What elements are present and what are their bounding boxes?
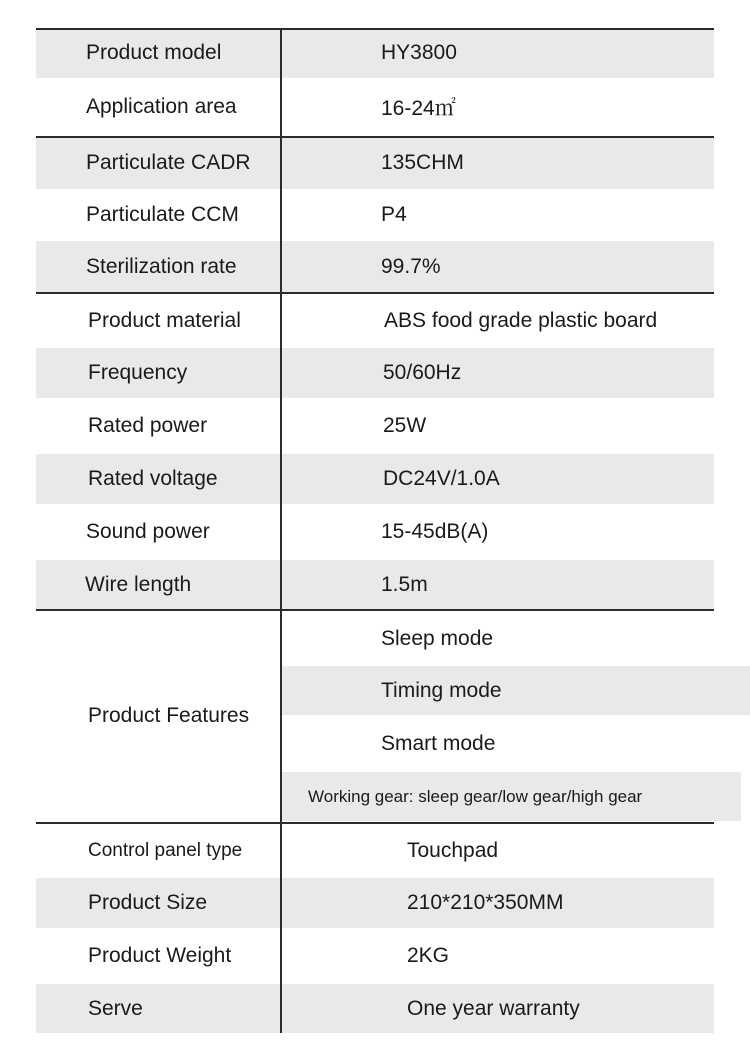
spec-label: Control panel type bbox=[88, 840, 243, 861]
table-row bbox=[36, 241, 714, 292]
spec-value: 135CHM bbox=[381, 151, 464, 174]
table-row bbox=[36, 504, 714, 560]
spec-label: Sterilization rate bbox=[86, 254, 237, 278]
spec-label: Product Weight bbox=[88, 944, 232, 967]
spec-label: Product model bbox=[86, 41, 222, 64]
spec-label: Rated power bbox=[88, 414, 208, 437]
table-row bbox=[36, 454, 714, 504]
spec-label: Application area bbox=[86, 95, 237, 118]
table-row bbox=[36, 28, 714, 78]
table-row bbox=[36, 78, 714, 136]
spec-value: 15-45dB(A) bbox=[381, 520, 489, 543]
table-row bbox=[36, 398, 714, 454]
spec-value: ABS food grade plastic board bbox=[384, 308, 658, 332]
table-row bbox=[36, 984, 714, 1033]
spec-label: Rated voltage bbox=[88, 467, 218, 490]
spec-value: 50/60Hz bbox=[383, 361, 462, 384]
table-row bbox=[36, 878, 714, 928]
spec-label: Particulate CCM bbox=[86, 203, 239, 226]
spec-label: Product material bbox=[88, 308, 241, 332]
table-row bbox=[36, 189, 714, 241]
spec-value: DC24V/1.0A bbox=[383, 467, 500, 490]
spec-value: HY3800 bbox=[381, 41, 457, 64]
group-divider bbox=[36, 292, 714, 294]
column-divider bbox=[280, 28, 282, 1033]
spec-value: 99.7% bbox=[381, 254, 441, 278]
spec-label: Sound power bbox=[86, 520, 210, 543]
table-border-top bbox=[36, 28, 714, 30]
spec-label: Product Size bbox=[88, 891, 208, 914]
group-divider bbox=[36, 136, 714, 138]
table-row bbox=[36, 560, 714, 609]
spec-value: One year warranty bbox=[407, 996, 580, 1020]
spec-value: 25W bbox=[383, 414, 427, 437]
table-row bbox=[36, 137, 714, 189]
spec-label: Wire length bbox=[85, 572, 192, 596]
spec-label: Frequency bbox=[88, 361, 188, 384]
spec-value: Touchpad bbox=[407, 839, 499, 862]
table-row bbox=[36, 928, 714, 984]
group-divider bbox=[36, 822, 714, 824]
group-divider bbox=[36, 609, 714, 611]
spec-value: 1.5m bbox=[381, 572, 428, 596]
spec-value: 2KG bbox=[407, 944, 450, 967]
feature-value: Sleep mode bbox=[381, 626, 494, 650]
spec-value: 210*210*350MM bbox=[407, 891, 564, 914]
spec-label: Serve bbox=[88, 996, 143, 1020]
spec-label: Particulate CADR bbox=[86, 151, 251, 174]
feature-value: Working gear: sleep gear/low gear/high gear bbox=[281, 772, 741, 821]
spec-value: P4 bbox=[381, 203, 407, 226]
table-row bbox=[36, 348, 714, 398]
table-row bbox=[36, 293, 714, 348]
feature-value: Timing mode bbox=[281, 666, 750, 715]
feature-value: Smart mode bbox=[381, 731, 496, 755]
table-row bbox=[36, 824, 714, 878]
spec-value: 16-24㎡ bbox=[381, 97, 456, 120]
product-features-label: Product Features bbox=[88, 704, 250, 727]
